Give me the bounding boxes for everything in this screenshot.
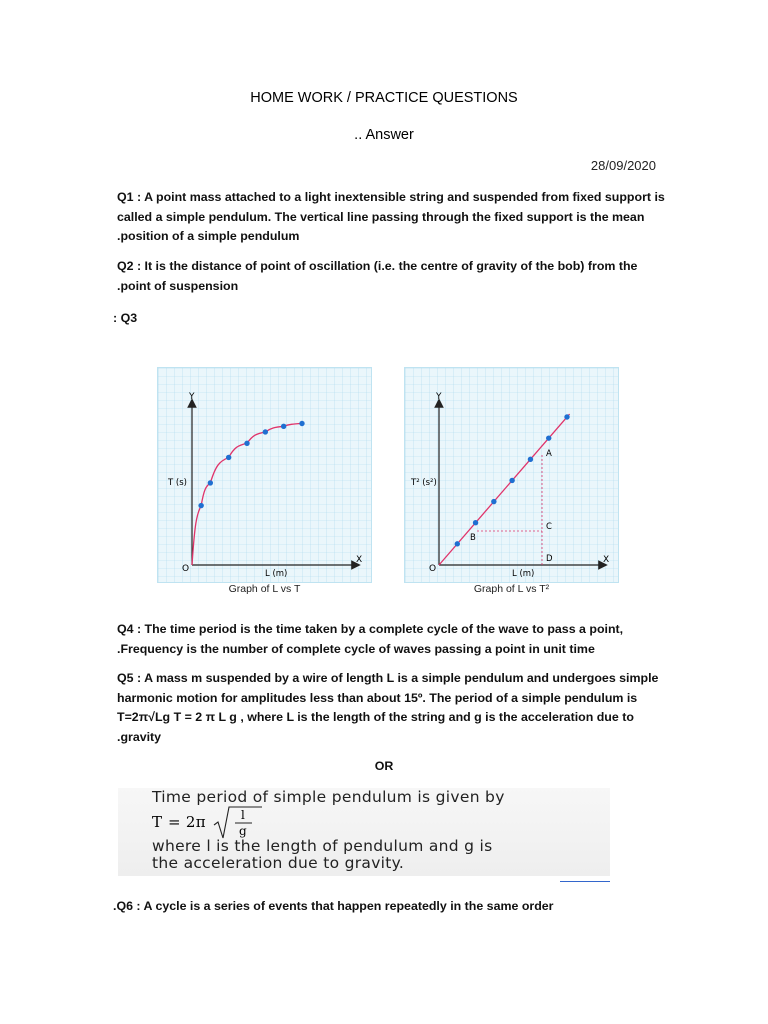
- formula-equation: [152, 805, 272, 839]
- answer-q4-line: .Frequency is the number of complete cycle of waves passing a point in unit time: [117, 641, 595, 656]
- formula-mid: = 2π: [168, 813, 206, 831]
- answer-q3-label: : Q3: [113, 311, 138, 325]
- data-point: [564, 414, 569, 419]
- answer-q2-line: Q2 : It is the distance of point of oscillation (i.e. the centre of gravity of the bob) from the: [117, 259, 638, 273]
- data-point: [473, 520, 478, 525]
- x-axis-label: L (m): [512, 569, 535, 579]
- graph-l-vs-t-caption: Graph of L vs T: [228, 583, 301, 595]
- answer-q2: [117, 257, 662, 296]
- data-point: [491, 499, 496, 504]
- graph-l-vs-t2-caption: Graph of L vs T²: [473, 583, 550, 595]
- pendulum-formula: [152, 805, 272, 841]
- data-point: [208, 480, 213, 485]
- answer-q5: [117, 669, 662, 747]
- graph-l-vs-t2: [404, 367, 619, 583]
- answer-q5-line: Q5 : A mass m suspended by a wire of length L is a simple pendulum and undergoes simple: [117, 671, 659, 685]
- formula-line-4: the acceleration due to gravity.: [152, 854, 405, 872]
- page-subtitle: .. Answer: [354, 127, 414, 143]
- formula-denominator: g: [239, 824, 247, 838]
- x-axis-label: L (m): [265, 569, 288, 579]
- data-point: [226, 455, 231, 460]
- origin-label: O: [182, 564, 190, 574]
- data-point: [263, 429, 268, 434]
- data-point: [244, 441, 249, 446]
- answer-q4: [117, 620, 662, 659]
- graph-l-vs-t: [157, 367, 372, 583]
- answer-q5-line: T=2π√Lg T = 2 π L g , where L is the length of the string and g is the acceleration due to: [117, 710, 634, 724]
- answer-q6: .Q6 : A cycle is a series of events that happen repeatedly in the same order: [113, 899, 554, 913]
- data-point: [455, 541, 460, 546]
- answer-q1-line: Q1 : A point mass attached to a light inextensible string and suspended from fixed support is: [117, 190, 665, 204]
- y-axis-label: T² (s²): [411, 478, 437, 488]
- formula-image: [118, 788, 610, 876]
- y-axis-letter: Y: [436, 392, 442, 402]
- point-b-label: B: [470, 533, 476, 543]
- data-point: [528, 457, 533, 462]
- y-axis-letter: Y: [189, 392, 195, 402]
- formula-line-1: Time period of simple pendulum is given by: [152, 788, 505, 806]
- x-axis-letter: X: [356, 555, 363, 565]
- graph-l-vs-t-plot: [158, 368, 371, 582]
- answer-q5-line: harmonic motion for amplitudes less than about 15º. The period of a simple pendulum is: [117, 690, 638, 705]
- page-title: HOME WORK / PRACTICE QUESTIONS: [250, 90, 518, 106]
- point-c-label: C: [546, 522, 552, 532]
- point-d-label: D: [546, 554, 553, 564]
- data-point: [281, 424, 286, 429]
- data-point: [546, 435, 551, 440]
- graph-l-vs-t2-plot: [405, 368, 618, 582]
- answer-q2-line: .point of suspension: [117, 278, 239, 293]
- data-point: [299, 421, 304, 426]
- answer-q5-line: .gravity: [117, 729, 162, 744]
- formula-line-3: where l is the length of pendulum and g is: [152, 837, 493, 855]
- date-label: 28/09/2020: [590, 158, 656, 173]
- answer-q1: [117, 188, 665, 247]
- or-label: OR: [374, 759, 394, 773]
- answer-q4-line: Q4 : The time period is the time taken by a complete cycle of the wave to pass a point,: [117, 622, 624, 636]
- answer-q1-line: .position of a simple pendulum: [117, 229, 300, 243]
- answer-q1-line: called a simple pendulum. The vertical line passing through the fixed support is the mean: [117, 209, 645, 224]
- formula-lhs: T: [152, 813, 163, 831]
- data-point: [198, 503, 203, 508]
- point-a-label: A: [546, 449, 552, 459]
- hyperlink-underline[interactable]: [560, 881, 610, 882]
- data-point: [509, 478, 514, 483]
- formula-numerator: l: [241, 808, 246, 822]
- origin-label: O: [429, 564, 437, 574]
- y-axis-label: T (s): [168, 478, 187, 488]
- x-axis-letter: X: [603, 555, 610, 565]
